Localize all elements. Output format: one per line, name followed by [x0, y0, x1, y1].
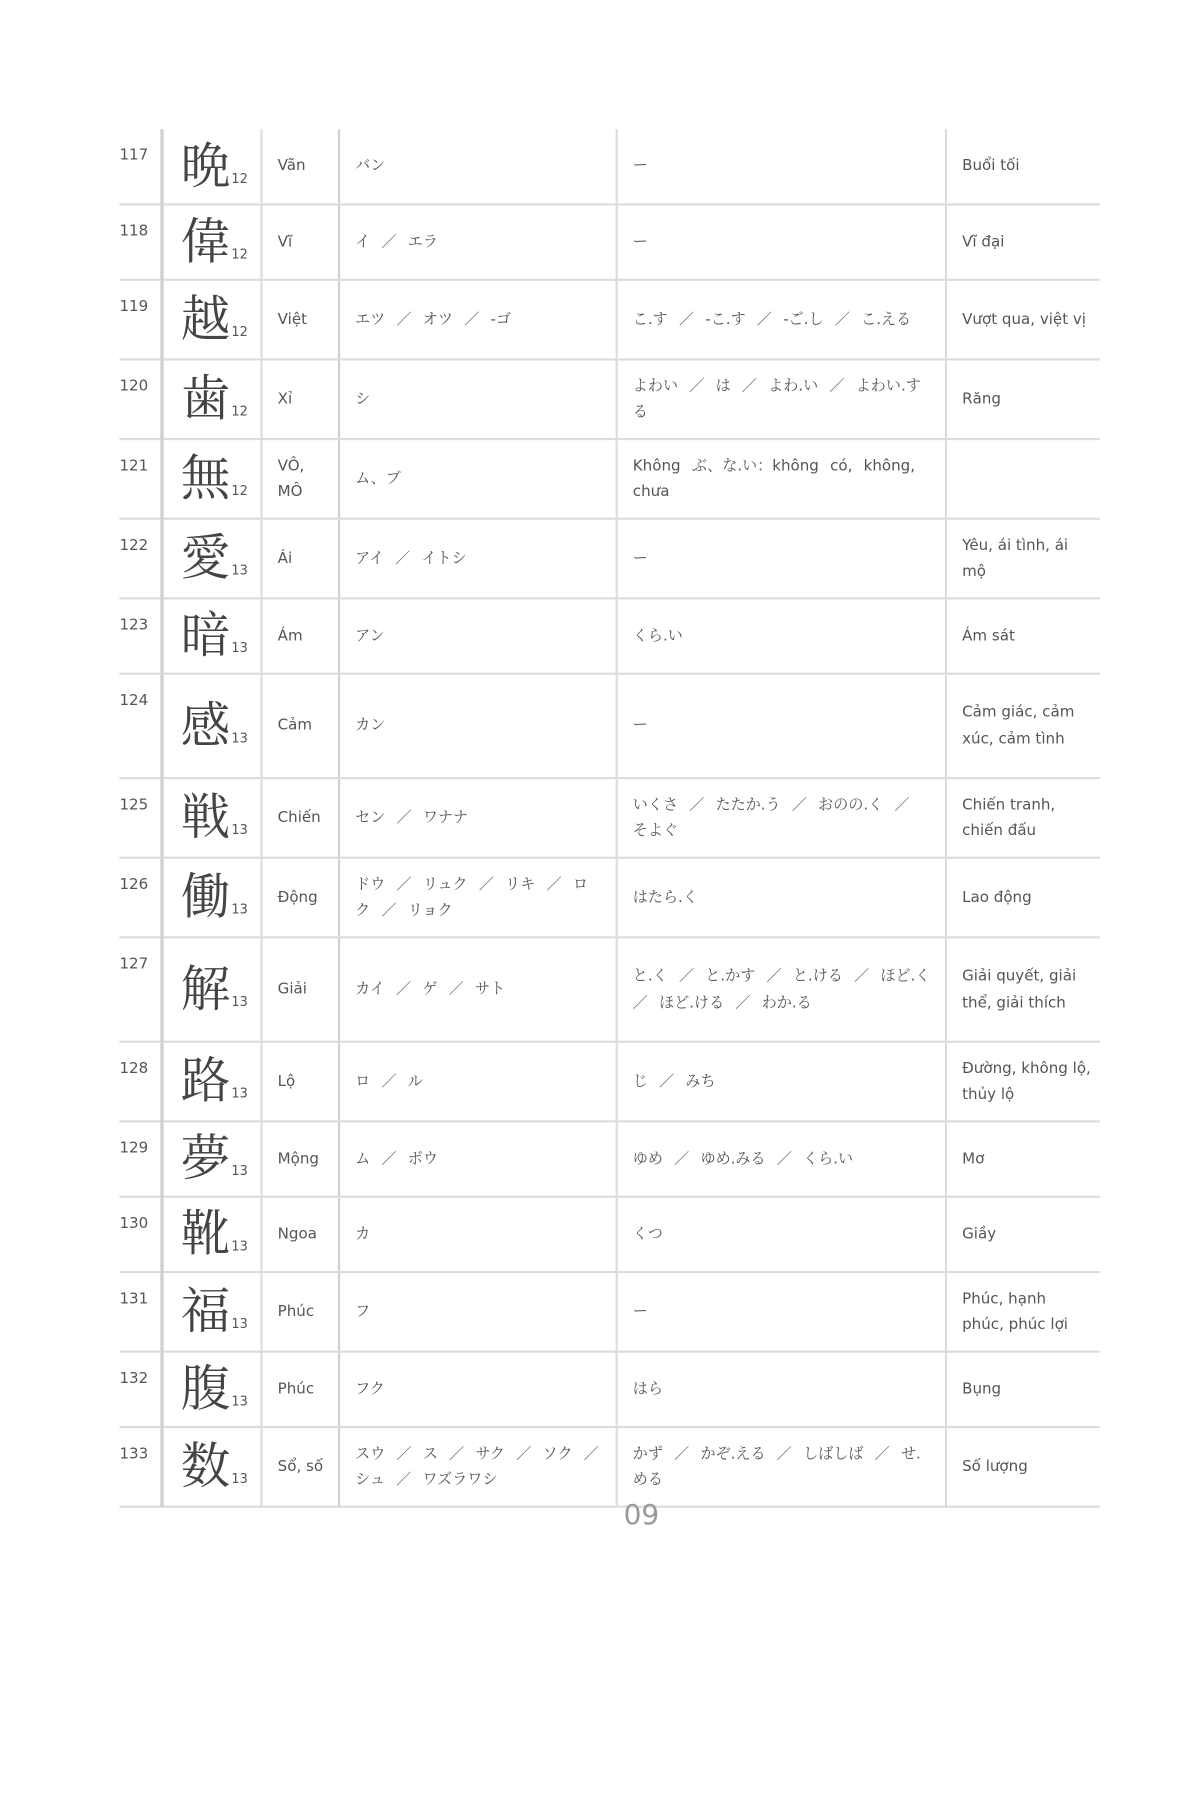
onyomi-reading: アン [339, 598, 617, 673]
table-row [119, 778, 1099, 858]
meaning: Mơ [946, 1121, 1100, 1196]
hanviet-reading: Lộ [262, 1042, 339, 1122]
stroke-count: 12 [231, 403, 248, 419]
stroke-count: 12 [231, 324, 248, 340]
meaning: Giầy [946, 1197, 1100, 1272]
kanji-character: 晩 [180, 136, 231, 195]
row-number: 127 [119, 937, 162, 1041]
meaning: Ám sát [946, 598, 1100, 673]
kunyomi-reading: くつ [617, 1197, 946, 1272]
meaning: Vượt qua, việt vị [946, 280, 1100, 360]
kunyomi-reading: と.く ／ と.かす ／ と.ける ／ ほど.く ／ ほど.ける ／ わか.る [617, 937, 946, 1041]
stroke-count: 13 [231, 730, 248, 746]
onyomi-reading: シ [339, 359, 617, 439]
table-row [119, 598, 1099, 673]
row-number: 126 [119, 858, 162, 938]
hanviet-reading: Giải [262, 937, 339, 1041]
kunyomi-reading: Không ぶ、な.い：không có, không, chưa [617, 439, 946, 519]
hanviet-reading: Ái [262, 519, 339, 599]
meaning: Số lượng [946, 1427, 1100, 1507]
kanji-table [119, 129, 1099, 1508]
meaning: Cảm giác, cảm xúc, cảm tình [946, 674, 1100, 778]
kanji-character: 路 [180, 1051, 231, 1110]
row-number: 132 [119, 1352, 162, 1427]
onyomi-reading: カン [339, 674, 617, 778]
kanji-character: 腹 [180, 1359, 231, 1418]
meaning: Vĩ đại [946, 204, 1100, 279]
kanji-cell [162, 1272, 262, 1352]
stroke-count: 13 [231, 902, 248, 918]
hanviet-reading: Sổ, số [262, 1427, 339, 1507]
onyomi-reading: バン [339, 129, 617, 204]
row-number: 121 [119, 439, 162, 519]
kunyomi-reading: はたら.く [617, 858, 946, 938]
table-row [119, 858, 1099, 938]
onyomi-reading: スウ ／ ス ／ サク ／ ソク ／ シュ ／ ワズラワシ [339, 1427, 617, 1507]
table-row [119, 359, 1099, 439]
kanji-character: 解 [180, 959, 231, 1018]
onyomi-reading: ロ ／ ル [339, 1042, 617, 1122]
meaning: Đường, không lộ, thủy lộ [946, 1042, 1100, 1122]
kanji-cell [162, 598, 262, 673]
kanji-character: 越 [180, 289, 231, 348]
kanji-character: 愛 [180, 528, 231, 587]
hanviet-reading: Động [262, 858, 339, 938]
stroke-count: 13 [231, 822, 248, 838]
onyomi-reading: フク [339, 1352, 617, 1427]
meaning: Phúc, hạnh phúc, phúc lợi [946, 1272, 1100, 1352]
kanji-character: 偉 [180, 212, 231, 271]
onyomi-reading: イ ／ エラ [339, 204, 617, 279]
kanji-character: 無 [180, 449, 231, 508]
hanviet-reading: Cảm [262, 674, 339, 778]
table-row [119, 937, 1099, 1041]
kanji-cell [162, 439, 262, 519]
row-number: 118 [119, 204, 162, 279]
table-row [119, 519, 1099, 599]
stroke-count: 13 [231, 1471, 248, 1487]
row-number: 122 [119, 519, 162, 599]
onyomi-reading: エツ ／ オツ ／ -ゴ [339, 280, 617, 360]
stroke-count: 13 [231, 563, 248, 579]
kanji-cell [162, 1121, 262, 1196]
table-row [119, 674, 1099, 778]
kanji-character: 戦 [180, 788, 231, 847]
kunyomi-reading: くら.い [617, 598, 946, 673]
meaning: Răng [946, 359, 1100, 439]
table-row [119, 129, 1099, 204]
kanji-cell [162, 129, 262, 204]
onyomi-reading: ドウ ／ リュク ／ リキ ／ ロク ／ リョク [339, 858, 617, 938]
stroke-count: 13 [231, 994, 248, 1010]
kanji-cell [162, 280, 262, 360]
table-row [119, 1121, 1099, 1196]
kanji-cell [162, 674, 262, 778]
kunyomi-reading: いくさ ／ たたか.う ／ おのの.く ／ そよぐ [617, 778, 946, 858]
hanviet-reading: Ám [262, 598, 339, 673]
row-number: 119 [119, 280, 162, 360]
kanji-character: 感 [180, 696, 231, 755]
stroke-count: 13 [231, 1316, 248, 1332]
hanviet-reading: VÔ, MÔ [262, 439, 339, 519]
hanviet-reading: Xỉ [262, 359, 339, 439]
meaning: Chiến tranh, chiến đấu [946, 778, 1100, 858]
kanji-cell [162, 1427, 262, 1507]
table-row [119, 1272, 1099, 1352]
hanviet-reading: Ngoa [262, 1197, 339, 1272]
table-row [119, 204, 1099, 279]
kanji-character: 歯 [180, 369, 231, 428]
kunyomi-reading: ー [617, 1272, 946, 1352]
kunyomi-reading: かず ／ かぞ.える ／ しばしば ／ せ.める [617, 1427, 946, 1507]
stroke-count: 13 [231, 640, 248, 656]
hanviet-reading: Việt [262, 280, 339, 360]
kunyomi-reading: よわい ／ は ／ よわ.い ／ よわい.する [617, 359, 946, 439]
kanji-cell [162, 778, 262, 858]
kanji-cell [162, 1042, 262, 1122]
stroke-count: 13 [231, 1086, 248, 1102]
onyomi-reading: ム ／ ボウ [339, 1121, 617, 1196]
kunyomi-reading: ゆめ ／ ゆめ.みる ／ くら.い [617, 1121, 946, 1196]
row-number: 117 [119, 129, 162, 204]
kunyomi-reading: ー [617, 674, 946, 778]
hanviet-reading: Vãn [262, 129, 339, 204]
stroke-count: 13 [231, 1163, 248, 1179]
kanji-character: 福 [180, 1282, 231, 1341]
kunyomi-reading: ー [617, 519, 946, 599]
meaning: Lao động [946, 858, 1100, 938]
kanji-cell [162, 937, 262, 1041]
kanji-character: 暗 [180, 606, 231, 665]
table-row [119, 1042, 1099, 1122]
onyomi-reading: セン ／ ワナナ [339, 778, 617, 858]
row-number: 123 [119, 598, 162, 673]
table-row [119, 1197, 1099, 1272]
kanji-character: 働 [180, 867, 231, 926]
kunyomi-reading: ー [617, 129, 946, 204]
page-number: 09 [623, 1499, 660, 1532]
table-row [119, 1427, 1099, 1507]
kanji-cell [162, 204, 262, 279]
kunyomi-reading: こ.す ／ -こ.す ／ -ご.し ／ こ.える [617, 280, 946, 360]
kanji-character: 夢 [180, 1129, 231, 1188]
row-number: 120 [119, 359, 162, 439]
table-row [119, 439, 1099, 519]
onyomi-reading: カ [339, 1197, 617, 1272]
kanji-cell [162, 1352, 262, 1427]
row-number: 125 [119, 778, 162, 858]
row-number: 133 [119, 1427, 162, 1507]
onyomi-reading: アイ ／ イトシ [339, 519, 617, 599]
table-row [119, 1352, 1099, 1427]
kanji-character: 数 [180, 1436, 231, 1496]
meaning [946, 439, 1100, 519]
meaning: Bụng [946, 1352, 1100, 1427]
hanviet-reading: Mộng [262, 1121, 339, 1196]
row-number: 131 [119, 1272, 162, 1352]
kanji-cell [162, 519, 262, 599]
meaning: Giải quyết, giải thể, giải thích [946, 937, 1100, 1041]
hanviet-reading: Vĩ [262, 204, 339, 279]
onyomi-reading: フ [339, 1272, 617, 1352]
kanji-cell [162, 1197, 262, 1272]
stroke-count: 12 [231, 483, 248, 499]
meaning: Yêu, ái tình, ái mộ [946, 519, 1100, 599]
kanji-cell [162, 359, 262, 439]
kunyomi-reading: じ ／ みち [617, 1042, 946, 1122]
meaning: Buổi tối [946, 129, 1100, 204]
stroke-count: 13 [231, 1393, 248, 1410]
stroke-count: 13 [231, 1238, 248, 1255]
kanji-character: 靴 [180, 1204, 231, 1263]
kunyomi-reading: ー [617, 204, 946, 279]
table-row [119, 280, 1099, 360]
onyomi-reading: カイ ／ ゲ ／ サト [339, 937, 617, 1041]
row-number: 128 [119, 1042, 162, 1122]
hanviet-reading: Chiến [262, 778, 339, 858]
hanviet-reading: Phúc [262, 1352, 339, 1427]
kanji-cell [162, 858, 262, 938]
stroke-count: 12 [231, 170, 248, 186]
kunyomi-reading: はら [617, 1352, 946, 1427]
row-number: 129 [119, 1121, 162, 1196]
stroke-count: 12 [231, 246, 248, 262]
hanviet-reading: Phúc [262, 1272, 339, 1352]
row-number: 130 [119, 1197, 162, 1272]
onyomi-reading: ム、ブ [339, 439, 617, 519]
row-number: 124 [119, 674, 162, 778]
